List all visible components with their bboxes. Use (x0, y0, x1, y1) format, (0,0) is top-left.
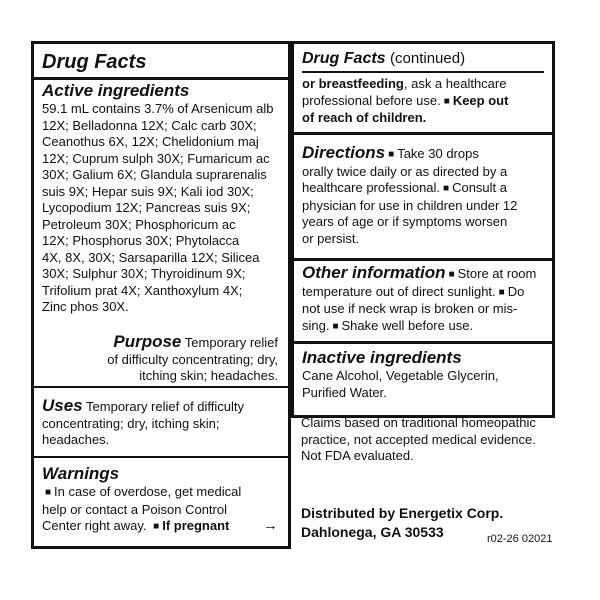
directions-rule (294, 132, 552, 135)
uses-section (34, 398, 288, 449)
inactive-ingredients-line: Purified Water. (302, 384, 387, 400)
directions-line: healthcare professional. (302, 180, 441, 195)
directions-line: years of age or if symptoms worsen (302, 214, 508, 229)
uses-heading: Uses (42, 396, 83, 415)
directions-heading: Directions (302, 143, 386, 162)
active-ingredients-section (34, 81, 288, 316)
ingredient-line: Petroleum 30X; Phosphoricum ac (42, 216, 236, 232)
ingredient-line: 12X; Cuprum sulph 30X; Fumaricum ac (42, 150, 270, 166)
bullet-icon: ■ (153, 521, 160, 532)
continued-title-section (294, 50, 552, 68)
ingredient-line: Trifolium prat 4X; Xanthoxylum 4X; (42, 282, 243, 298)
if-pregnant-text: If pregnant (162, 518, 230, 533)
other-information-line: not use if neck wrap is broken or mis- (302, 301, 518, 316)
purpose-line: of difficulty concentrating; dry, (107, 351, 278, 367)
directions-line: orally twice daily or as directed by a (302, 163, 508, 179)
directions-line: physician for use in children under 12 (302, 197, 518, 213)
distributor-name: Distributed by Energetix Corp. (301, 505, 504, 521)
drug-facts-right-panel (291, 41, 555, 418)
other-information-line: temperature out of direct sunlight. (302, 283, 496, 299)
warnings-line: In case of overdose, get medical (54, 484, 242, 499)
inactive-ingredients-section (294, 348, 552, 401)
purpose-section (34, 334, 288, 385)
claims-line: Not FDA evaluated. (301, 448, 414, 463)
ingredient-line: suis 9X; Hepar suis 9X; Kali iod 30X; (42, 183, 254, 199)
title-rule (34, 77, 288, 80)
ingredient-line: 12X; Phosphorus 30X; Phytolacca (42, 233, 240, 248)
uses-rule (34, 386, 288, 388)
directions-line: Take 30 drops (397, 146, 479, 161)
uses-line: Temporary relief of difficulty (86, 399, 245, 414)
drug-facts-continued-title: Drug Facts (302, 50, 386, 67)
continued-warnings-section: or breastfeeding, ask a healthcare professional before use. ■ Keep out of reach of children. (294, 76, 552, 127)
continue-arrow-icon: → (263, 517, 278, 534)
purpose-heading: Purpose (113, 332, 182, 351)
active-ingredients-heading: Active ingredients (42, 81, 190, 100)
purpose-line: itching skin; headaches. (139, 368, 278, 383)
warnings-section (34, 464, 288, 536)
other-information-heading: Other information (302, 263, 446, 282)
continued-line: professional before use. (302, 92, 441, 108)
uses-line: headaches. (42, 432, 110, 447)
keep-out-text: Keep out (452, 92, 509, 108)
drug-facts-title-section (34, 50, 288, 74)
continued-title-rule (302, 71, 544, 73)
label-code: r02-26 02021 (487, 533, 553, 545)
inactive-ingredients-line: Cane Alcohol, Vegetable Glycerin, (302, 368, 499, 383)
ingredient-line: Zinc phos 30X. (42, 299, 129, 314)
other-information-section: Other information ■ Store at room temperature out of direct sunlight. ■ Do not use if neck wrap is broken or mis- sing. ■ Shake well before use. (294, 265, 552, 335)
claims-line: practice, not accepted medical evidence. (301, 431, 536, 447)
reach-of-children-text: of reach of children. (302, 110, 427, 125)
breastfeeding-text: or breastfeeding (302, 76, 404, 91)
directions-line: Consult a (452, 180, 507, 195)
inactive-ingredients-rule (294, 341, 552, 344)
warnings-rule (34, 456, 288, 458)
ingredient-line: 12X; Belladonna 12X; Calc carb 30X; (42, 117, 257, 133)
ingredient-line: 30X; Sulphur 30X; Thyroidinum 9X; (42, 266, 246, 281)
warnings-heading: Warnings (42, 464, 120, 483)
other-information-line: Store at room (457, 266, 537, 281)
continued-line: , ask a healthcare (403, 76, 507, 91)
claims-text (301, 415, 561, 465)
other-information-line: Do (507, 283, 525, 299)
active-ingredients-list (42, 101, 280, 316)
continued-label: (continued) (390, 50, 466, 67)
other-information-line: Shake well before use. (341, 317, 474, 333)
warnings-line: help or contact a Poison Control (42, 501, 227, 517)
warnings-line: Center right away. (42, 518, 147, 533)
ingredient-line: Lycopodium 12X; Pancreas suis 9X; (42, 200, 251, 215)
other-information-rule (294, 258, 552, 261)
distributor-address: Dahlonega, GA 30533 (301, 524, 444, 540)
uses-line: concentrating; dry, itching skin; (42, 415, 220, 431)
ingredient-line: Ceanothus 6X, 12X; Chelidonium maj (42, 134, 259, 149)
claims-line: Claims based on traditional homeopathic (301, 415, 536, 430)
drug-facts-left-panel (31, 41, 291, 549)
other-information-line: sing. (302, 317, 330, 333)
ingredient-line: 59.1 mL contains 3.7% of Arsenicum alb (42, 101, 274, 116)
purpose-line: Temporary relief (184, 335, 278, 350)
bullet-icon: ■ (45, 487, 52, 498)
directions-section: Directions ■ Take 30 drops orally twice daily or as directed by a healthcare professional. ■ Consult a physician for use in children under 12 years of age or if symptoms worsen or persist. (294, 145, 552, 247)
ingredient-line: 30X; Galium 6X; Glandula suprarenalis (42, 167, 267, 182)
directions-line: or persist. (302, 230, 360, 246)
ingredient-line: 4X, 8X, 30X; Sarsaparilla 12X; Silicea (42, 249, 260, 265)
drug-facts-title: Drug Facts (42, 51, 147, 73)
inactive-ingredients-heading: Inactive ingredients (302, 348, 462, 367)
